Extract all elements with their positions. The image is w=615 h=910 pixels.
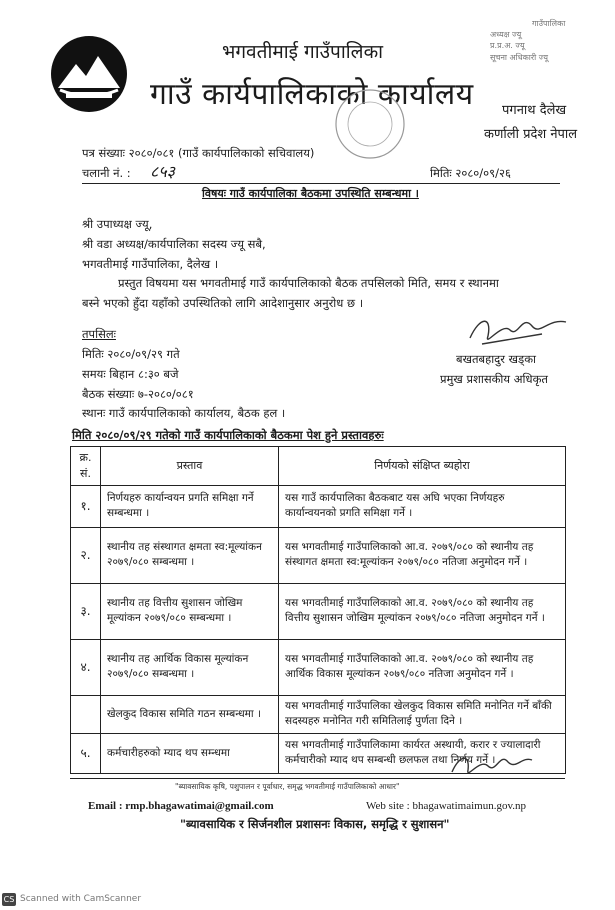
signatory-designation: प्रमुख प्रशासकीय अधिकृत xyxy=(440,372,548,386)
row-decision: यस भगवतीमाई गाउँपालिकाको आ.व. २०७९/०८० को स्थानीय तह संस्थागत क्षमता स्व:मूल्यांकन २०७९/०८० नतिजा अनुमोदन गर्ने । xyxy=(279,527,566,583)
row-proposal: स्थानीय तह संस्थागत क्षमता स्व:मूल्यांकन २०७९/०८० सम्बन्धमा । xyxy=(101,527,279,583)
office-name: भगवतीमाई गाउँपालिका xyxy=(222,41,384,63)
table-header-row xyxy=(71,447,566,486)
row-sn: १. xyxy=(71,485,101,527)
row-decision: यस भगवतीमाई गाउँपालिकामा कार्यरत अस्थायी, करार र ज्यालादारी कर्मचारीको म्याद थप सम्बन्धी छलफल तथा निर्णय गर्ने । xyxy=(279,733,566,773)
footer-website: Web site : bhagawatimaimun.gov.np xyxy=(366,800,527,812)
row-sn: ४. xyxy=(71,639,101,695)
issue-date: मितिः २०८०/०९/२६ xyxy=(430,166,511,180)
row-proposal: खेलकुद विकास समिति गठन सम्बन्धमा । xyxy=(101,695,279,733)
column-header-sn: क्र. सं. xyxy=(71,447,101,486)
stamp-line: सूचना अधिकारी ज्यू xyxy=(490,52,548,62)
body-line-2: बस्ने भएको हुँदा यहाँको उपस्थितिको लागि आदेशानुसार अनुरोध छ । xyxy=(82,296,364,310)
recipient-1: श्री उपाध्यक्ष ज्यू, xyxy=(82,217,153,231)
row-sn: ५. xyxy=(71,733,101,773)
row-sn: २. xyxy=(71,527,101,583)
table-row xyxy=(71,527,566,583)
recipient-3: भगवतीमाई गाउँपालिका, दैलेख । xyxy=(82,257,219,271)
place-line-2: कर्णाली प्रदेश नेपाल xyxy=(484,127,578,142)
detail-venue: स्थानः गाउँ कार्यपालिकाको कार्यालय, बैठक हल । xyxy=(82,406,286,420)
body-line-1: प्रस्तुत विषयमा यस भगवतीमाई गाउँ कार्यपालिकाको बैठक तपसिलको मिति, समय र स्थानमा xyxy=(118,276,499,290)
ref-rule xyxy=(82,183,560,184)
detail-meeting-number: बैठक संख्याः ७-२०८०/०८१ xyxy=(82,387,194,401)
row-proposal: स्थानीय तह आर्थिक विकास मूल्यांकन २०७९/०८० सम्बन्धमा । xyxy=(101,639,279,695)
details-heading: तपसिलः xyxy=(82,327,116,341)
column-header-proposal: प्रस्ताव xyxy=(101,447,279,486)
footer-email: Email : rmp.bhagawatimai@gmail.com xyxy=(88,800,274,812)
detail-date: मितिः २०८०/०९/२९ गते xyxy=(82,347,180,361)
chalani-label: चलानी नं. : xyxy=(82,166,131,180)
office-title: गाउँ कार्यपालिकाको कार्यालय xyxy=(150,77,474,112)
footer-slogan: "ब्यावसायिक र सिर्जनशील प्रशासनः विकास, समृद्धि र सुशासन" xyxy=(180,817,450,831)
stamp-line: प्र.प्र.अ. ज्यू xyxy=(490,41,525,51)
proposals-table xyxy=(70,446,566,774)
row-proposal: निर्णयहरु कार्यान्वयन प्रगति समिक्षा गर्ने सम्बन्धमा । xyxy=(101,485,279,527)
detail-time: समयः बिहान ८:३० बजे xyxy=(82,367,179,381)
row-decision: यस भगवतीमाई गाउँपालिकाको आ.व. २०७९/०८० को स्थानीय तह वित्तीय सुशासन जोखिम मूल्यांकन २०७९/०८० नतिजा अनुमोदन गर्ने । xyxy=(279,583,566,639)
stamp-line: अध्यक्ष ज्यू xyxy=(490,30,522,40)
row-proposal: स्थानीय तह वित्तीय सुशासन जोखिम मूल्यांकन २०७९/०८० सम्बन्धमा । xyxy=(101,583,279,639)
signatory-name: बखतबहादुर खड्का xyxy=(456,352,537,366)
recipient-2: श्री वडा अध्यक्ष/कार्यपालिका सदस्य ज्यू सबै, xyxy=(82,237,266,251)
footer-slogan-small: "ब्यावसायिक कृषि, पशुपालन र पूर्वाधार, समृद्ध भगवतीमाई गाउँपालिकाको आधार" xyxy=(175,782,400,791)
table-row xyxy=(71,695,566,733)
row-sn: ३. xyxy=(71,583,101,639)
chalani-value: ८५३ xyxy=(150,162,175,181)
office-seal xyxy=(330,84,410,164)
column-header-decision: निर्णयको संक्षिप्त ब्यहोरा xyxy=(279,447,566,486)
table-row xyxy=(71,583,566,639)
table-row xyxy=(71,485,566,527)
place-line-1: पगनाथ दैलेख xyxy=(502,103,567,118)
scanner-badge: CS xyxy=(3,895,15,904)
row-proposal: कर्मचारीहरुको म्याद थप सम्न्धमा xyxy=(101,733,279,773)
emblem-logo xyxy=(46,30,132,116)
received-stamp xyxy=(480,18,615,88)
row-decision: यस भगवतीमाई गाउँपालिकाको आ.व. २०७९/०८० को स्थानीय तह आर्थिक विकास मूल्यांकन २०७९/०८० नतिजा अनुमोदन गर्ने । xyxy=(279,639,566,695)
row-decision: यस भगवतीमाई गाउँपालिका खेलकुद विकास समिति मनोनित गर्ने बाँकी सदस्यहरु मनोनित गरी समितिलाई पुर्णता दिने । xyxy=(279,695,566,733)
table-row xyxy=(71,639,566,695)
row-sn xyxy=(71,695,101,733)
patra-sankhya: पत्र संख्याः २०८०/०८१ (गाउँ कार्यपालिकाको सचिवालय) xyxy=(82,146,315,160)
footer-rule xyxy=(70,778,565,779)
proposals-heading: मिति २०८०/०९/२९ गतेको गाउँ कार्यपालिकाको बैठकमा पेश हुने प्रस्तावहरुः xyxy=(72,428,384,442)
subject-line: विषयः गाउँ कार्यपालिका बैठकमा उपस्थिति सम्बन्धमा । xyxy=(202,187,419,200)
signature xyxy=(462,308,572,354)
stamp-top: गाउँपालिका xyxy=(532,19,566,28)
row-decision: यस गाउँ कार्यपालिका बैठकबाट यस अघि भएका निर्णयहरु कार्यान्वयनको प्रगति समिक्षा गर्ने । xyxy=(279,485,566,527)
scanner-watermark: Scanned with CamScanner xyxy=(20,894,142,904)
